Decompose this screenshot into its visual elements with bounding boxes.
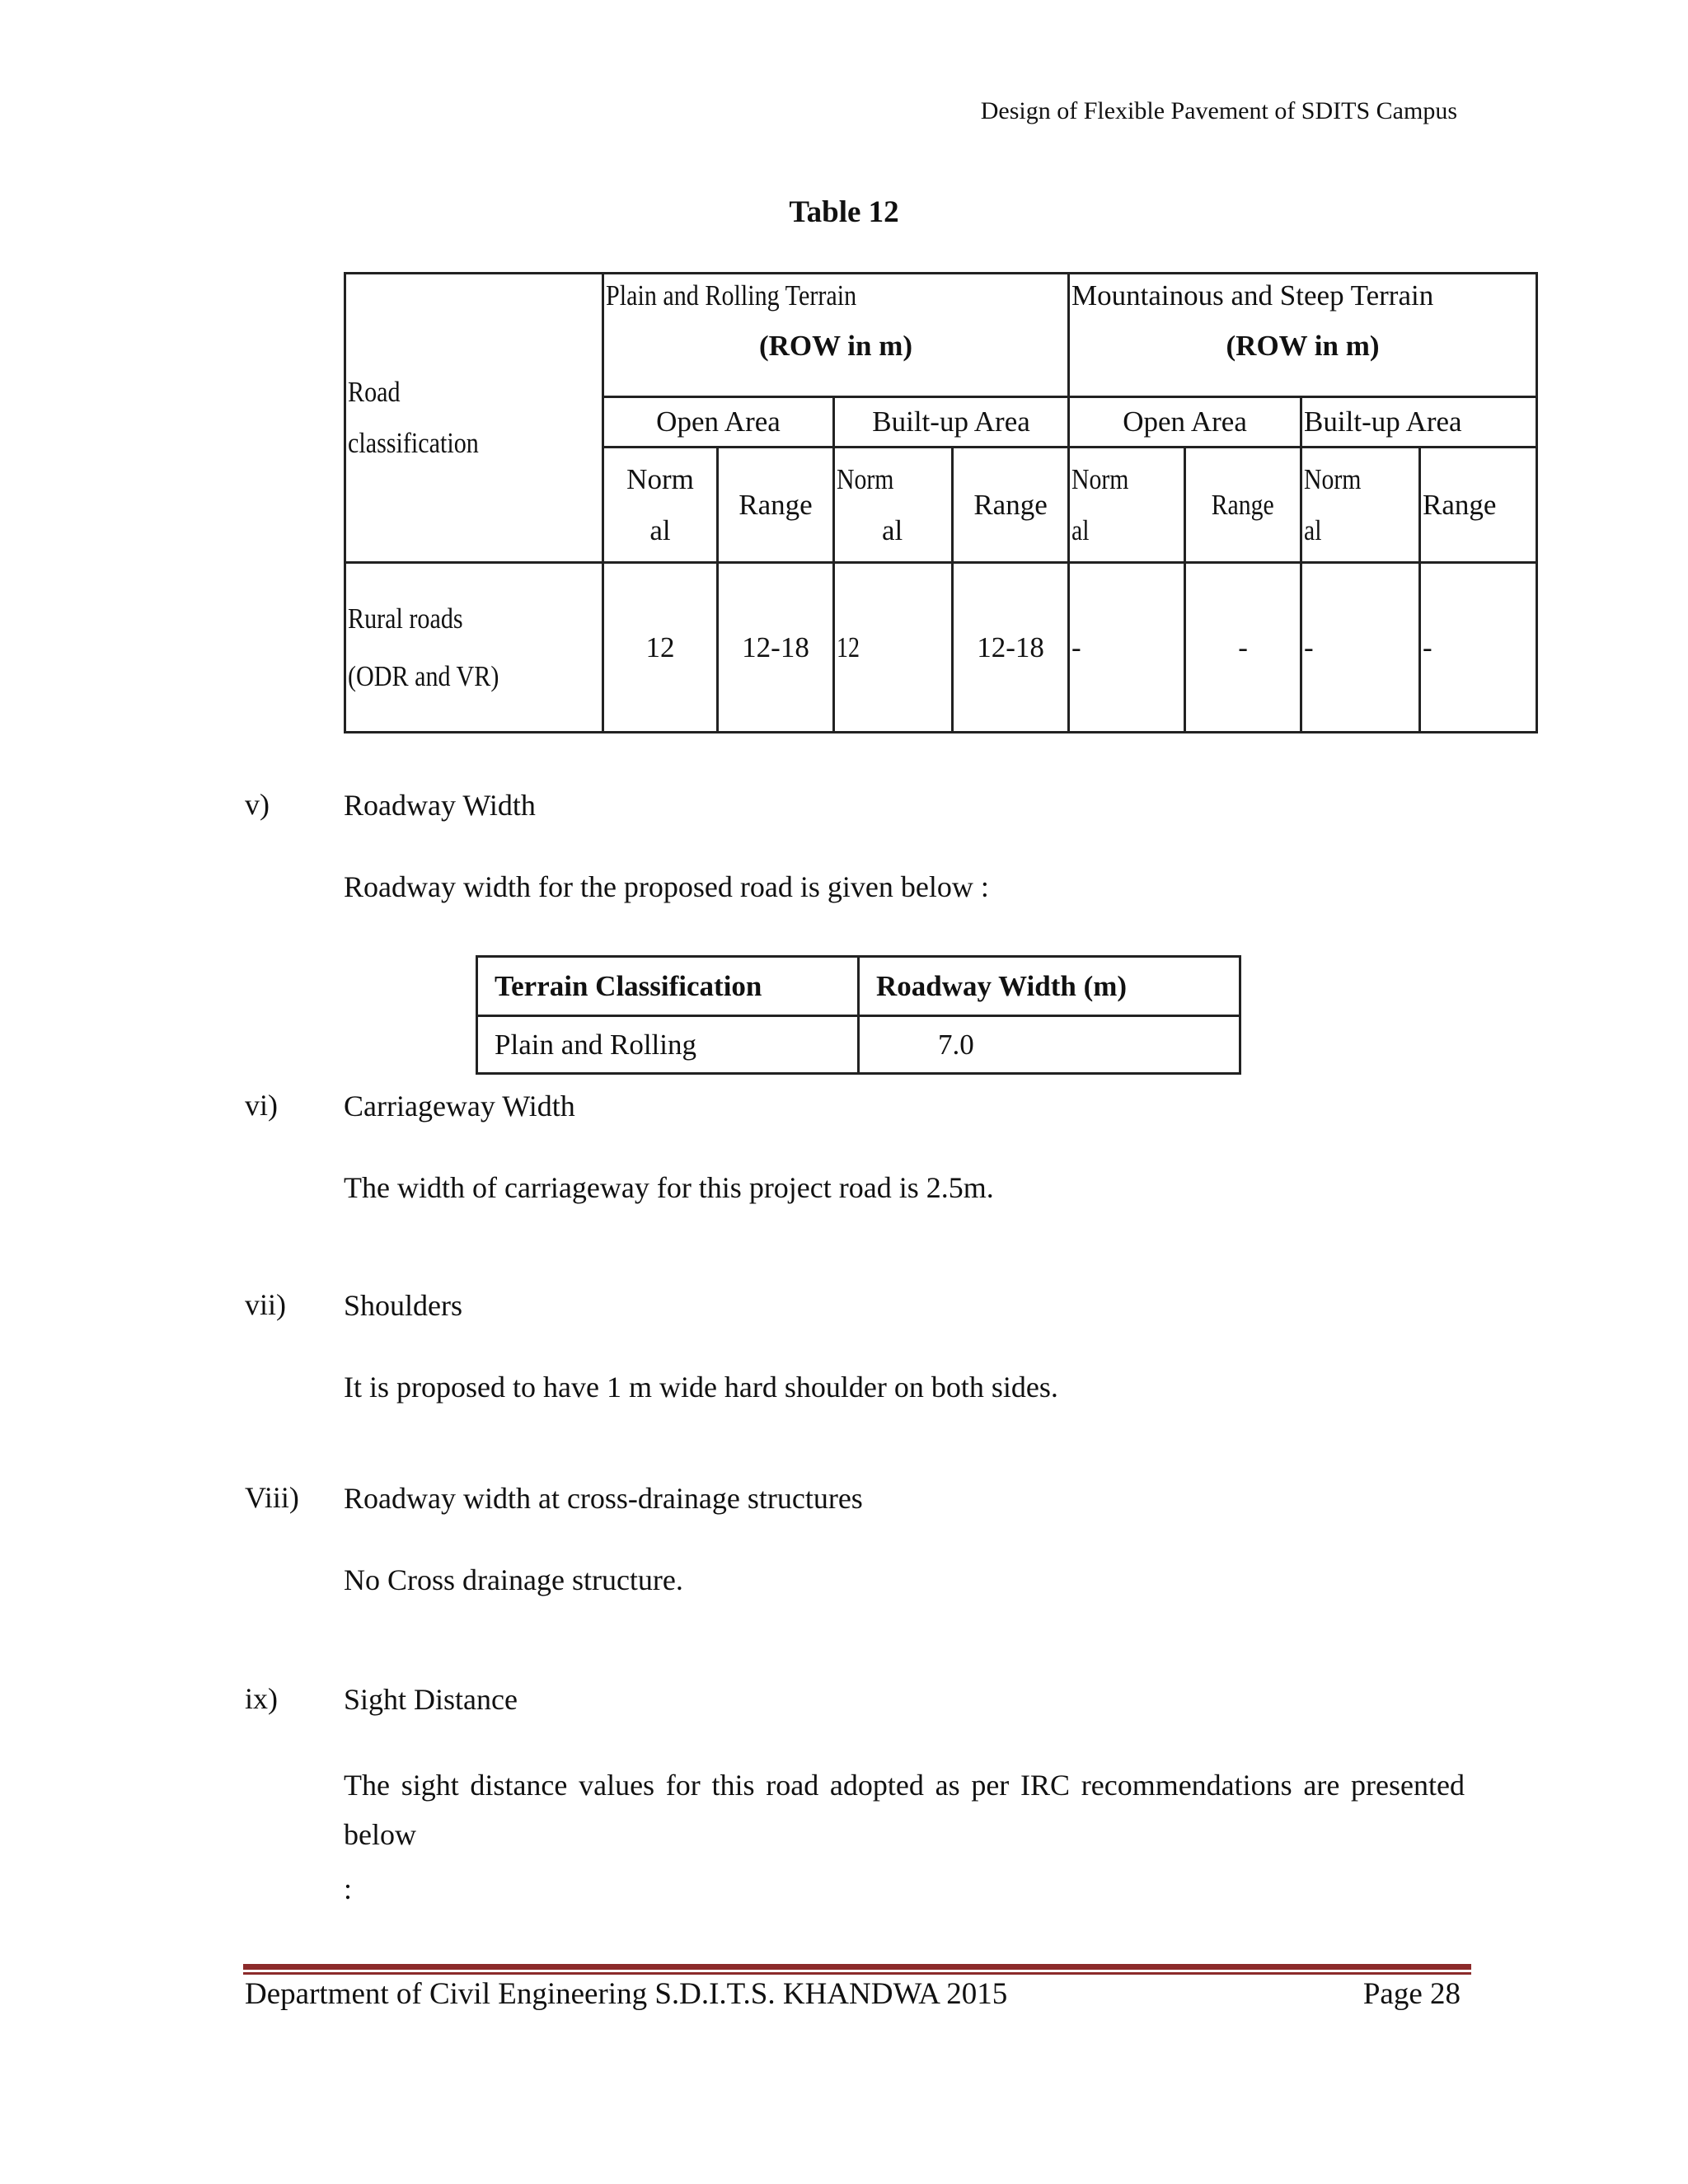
- section-text: No Cross drainage structure.: [344, 1563, 683, 1596]
- plain-builtup-area: Built-up Area: [834, 397, 1069, 448]
- mountain-steep-header: Mountainous and Steep Terrain (ROW in m): [1069, 274, 1537, 397]
- mountain-builtup-area: Built-up Area: [1301, 397, 1537, 448]
- normal-header: Norm al: [834, 448, 953, 563]
- normal-header: Norm al: [1069, 448, 1185, 563]
- mountain-open-area: Open Area: [1069, 397, 1301, 448]
- table-cell: -: [1420, 563, 1537, 733]
- section-text: The sight distance values for this road adopted as per IRC recommendations are presented below: [344, 1769, 1465, 1851]
- table-title: Table 12: [789, 195, 899, 229]
- table-cell: 12-18: [953, 563, 1069, 733]
- range-header: Range: [1420, 448, 1537, 563]
- table-cell: -: [1301, 563, 1420, 733]
- roadway-width-table: [476, 955, 1241, 1075]
- table-cell: 12: [834, 563, 953, 733]
- plain-open-area: Open Area: [603, 397, 834, 448]
- section-title: Sight Distance: [344, 1683, 518, 1716]
- table-cell: -: [1185, 563, 1301, 733]
- section-number: vi): [245, 1089, 278, 1122]
- colon: :: [344, 1872, 353, 1905]
- table-cell: 12-18: [718, 563, 834, 733]
- section-title: Roadway Width: [344, 789, 536, 822]
- table-header: Terrain Classification: [477, 957, 859, 1016]
- road-classification-header: Road classification: [345, 274, 603, 563]
- table-cell: Plain and Rolling: [477, 1016, 859, 1074]
- table-cell: 7.0: [859, 1016, 1240, 1074]
- footer-department: Department of Civil Engineering S.D.I.T.S. KHANDWA 2015: [245, 1977, 1008, 2011]
- row-width-table: [344, 272, 1538, 733]
- section-text: The width of carriageway for this project road is 2.5m.: [344, 1171, 994, 1204]
- table-cell: 12: [603, 563, 718, 733]
- table-header: Roadway Width (m): [859, 957, 1240, 1016]
- range-header: Range: [718, 448, 834, 563]
- table-cell: -: [1069, 563, 1185, 733]
- range-header: Range: [1185, 448, 1301, 563]
- section-number: ix): [245, 1682, 278, 1715]
- running-header: Design of Flexible Pavement of SDITS Campus: [980, 97, 1457, 124]
- normal-header: Norm al: [603, 448, 718, 563]
- normal-header: Norm al: [1301, 448, 1420, 563]
- section-number: vii): [245, 1288, 286, 1321]
- section-number: v): [245, 788, 270, 821]
- footer-page-number: Page 28: [1362, 1977, 1461, 2011]
- footer-rule: [243, 1972, 1471, 1975]
- range-header: Range: [953, 448, 1069, 563]
- footer-rule: [243, 1964, 1471, 1970]
- row-label-rural-roads: Rural roads (ODR and VR): [345, 563, 603, 733]
- section-number: Viii): [245, 1481, 299, 1514]
- section-title: Shoulders: [344, 1289, 462, 1322]
- section-title: Carriageway Width: [344, 1090, 575, 1122]
- section-text: It is proposed to have 1 m wide hard shoulder on both sides.: [344, 1371, 1058, 1404]
- section-title: Roadway width at cross-drainage structures: [344, 1482, 863, 1515]
- section-text: Roadway width for the proposed road is given below :: [344, 870, 989, 903]
- plain-rolling-header: Plain and Rolling Terrain (ROW in m): [603, 274, 1069, 397]
